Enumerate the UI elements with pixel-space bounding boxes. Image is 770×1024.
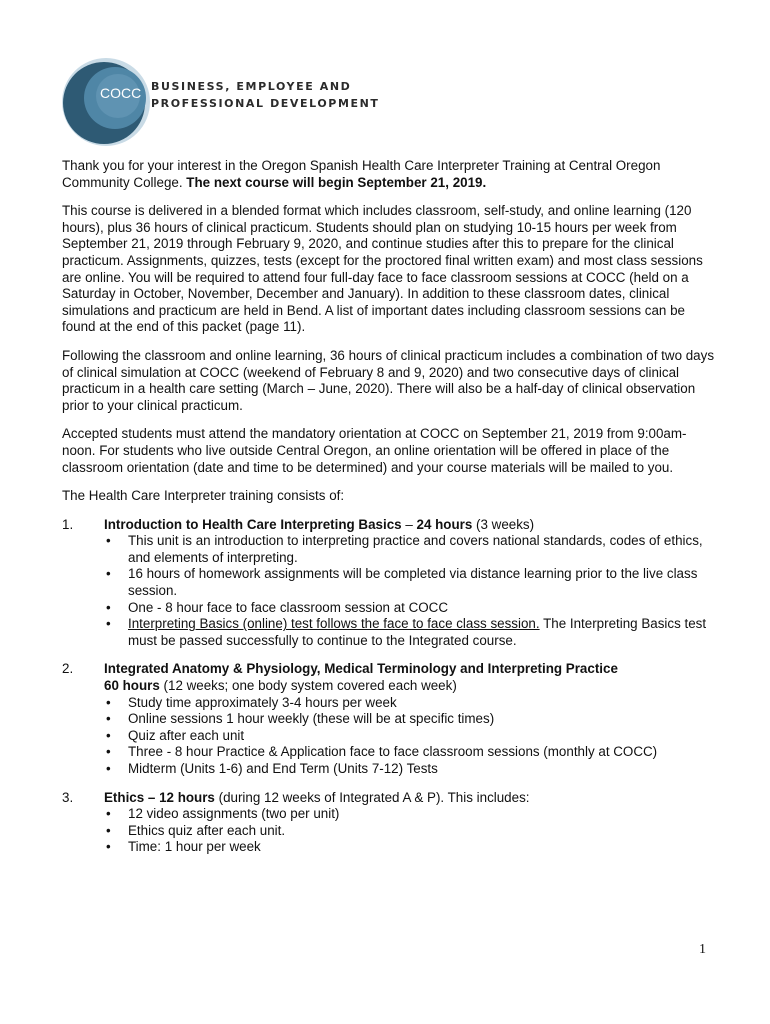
bullet-icon: •	[106, 761, 111, 776]
section-duration: (3 weeks)	[472, 516, 535, 532]
page-number: 1	[699, 942, 706, 957]
bullet-text: Online sessions 1 hour weekly (these will be at specific times)	[128, 711, 495, 727]
bullet-text: 12 video assignments (two per unit)	[128, 806, 340, 822]
bullet-icon: •	[106, 599, 111, 615]
logo-line-2: PROFESSIONAL DEVELOPMENT	[151, 97, 380, 110]
section-duration: (12 weeks; one body system covered each week)	[159, 678, 457, 694]
section-title: Introduction to Health Care Interpreting Basics	[104, 516, 402, 532]
bullet-text: 16 hours of homework assignments will be completed via distance learning prior to the live class session.	[128, 566, 698, 599]
course-sections	[62, 517, 716, 856]
list-item	[104, 823, 716, 840]
cocc-logo-mark	[60, 56, 156, 148]
bullet-text: Three - 8 hour Practice & Application face to face classroom sessions (monthly at COCC)	[128, 744, 658, 760]
paragraph-practicum: Following the classroom and online learning, 36 hours of clinical practicum includes a combination of two days of clinical simulation at COCC (weekend of February 8 and 9, 2020) and two consecutive days of clinical practicum in a health care setting (March – June, 2020). There will also be a half-day of clinical observation prior to your clinical practicum.	[62, 347, 715, 413]
list-item	[104, 839, 716, 856]
logo-line-1: BUSINESS, EMPLOYEE AND	[151, 80, 352, 93]
list-item	[104, 806, 716, 823]
bullet-icon: •	[106, 694, 111, 710]
section-heading	[104, 661, 716, 694]
section-number: 2.	[62, 661, 74, 677]
list-item	[104, 616, 716, 649]
intro-text: Thank you for your interest in the Oregon Spanish Health Care Interpreter Training at Central Oregon Community College.	[62, 158, 661, 190]
bullet-icon: •	[106, 806, 111, 822]
section-hours: 24 hours	[416, 516, 473, 532]
list-item	[104, 711, 716, 728]
list-item	[104, 744, 716, 761]
list-item	[104, 566, 716, 599]
bullet-text: Midterm (Units 1-6) and End Term (Units 7-12) Tests	[128, 761, 438, 776]
bullet-icon: •	[106, 744, 111, 760]
list-item	[104, 533, 716, 566]
logo-abbr: COCC	[100, 85, 142, 101]
section-number: 1.	[62, 516, 74, 532]
list-item	[104, 728, 716, 745]
bullet-icon: •	[106, 727, 111, 743]
section-title: Integrated Anatomy & Physiology, Medical Terminology and Interpreting Practice	[104, 661, 618, 677]
section-bullets	[104, 533, 716, 649]
logo-wordmark	[151, 78, 380, 112]
section-title: Ethics – 12 hours	[104, 789, 215, 805]
bullet-text: One - 8 hour face to face classroom session at COCC	[128, 599, 449, 615]
section-heading	[104, 790, 716, 807]
bullet-text: The Interpreting Basics test must be passed successfully to continue to the Integrated course.	[128, 616, 707, 648]
section-bullets	[104, 806, 716, 856]
bullet-icon: •	[106, 566, 111, 582]
paragraph-consists: The Health Care Interpreter training consists of:	[62, 488, 345, 504]
bullet-icon: •	[106, 711, 111, 727]
list-item	[104, 600, 716, 617]
bullet-icon: •	[106, 839, 111, 855]
bullet-text: Quiz after each unit	[128, 727, 245, 743]
bullet-text: Ethics quiz after each unit.	[128, 822, 286, 838]
list-item	[104, 695, 716, 712]
section-dash: –	[401, 516, 417, 532]
section-number: 3.	[62, 789, 74, 805]
section-duration: (during 12 weeks of Integrated A & P). This includes:	[214, 789, 530, 805]
bullet-text: Study time approximately 3-4 hours per week	[128, 694, 397, 710]
paragraph-orientation: Accepted students must attend the mandatory orientation at COCC on September 21, 2019 from 9:00am-noon. For students who live outside Central Oregon, an online orientation will be offered in place of the classroom orientation (date and time to be determined) and your course materials will be mailed to you.	[62, 426, 687, 475]
bullet-text: This unit is an introduction to interpreting practice and covers national standards, codes of ethics, and elements of interpreting.	[128, 533, 703, 565]
document-body	[62, 158, 716, 868]
list-item	[104, 761, 716, 778]
section-item	[62, 790, 716, 856]
section-item	[62, 661, 716, 777]
bullet-icon: •	[106, 616, 111, 632]
intro-paragraph	[62, 158, 716, 191]
section-heading	[104, 517, 716, 534]
bullet-icon: •	[106, 822, 111, 838]
section-hours: 60 hours	[104, 678, 160, 694]
bullet-underlined-text: Interpreting Basics (online) test follows the face to face class session.	[128, 616, 540, 632]
section-item	[62, 517, 716, 650]
paragraph-format: This course is delivered in a blended format which includes classroom, self-study, and online learning (120 hours), plus 36 hours of clinical practicum. Students should plan on studying 10-15 hours per week from September 21, 2019 through February 9, 2020, and continue studies after this to prepare for the clinical practicum. Assignments, quizzes, tests (except for the proctored final written exam) and most class sessions are online. You will be required to attend four full-day face to face classroom sessions at COCC (held on a Saturday in October, November, December and January). In addition to these classroom dates, clinical simulations and practicum are held in Bend. A list of important dates including classroom sessions can be found at the end of this packet (page 11).	[62, 203, 703, 335]
section-bullets	[104, 695, 716, 778]
bullet-icon: •	[106, 533, 111, 549]
bullet-text: Time: 1 hour per week	[128, 839, 261, 855]
intro-bold: The next course will begin September 21, 2019.	[186, 174, 487, 190]
